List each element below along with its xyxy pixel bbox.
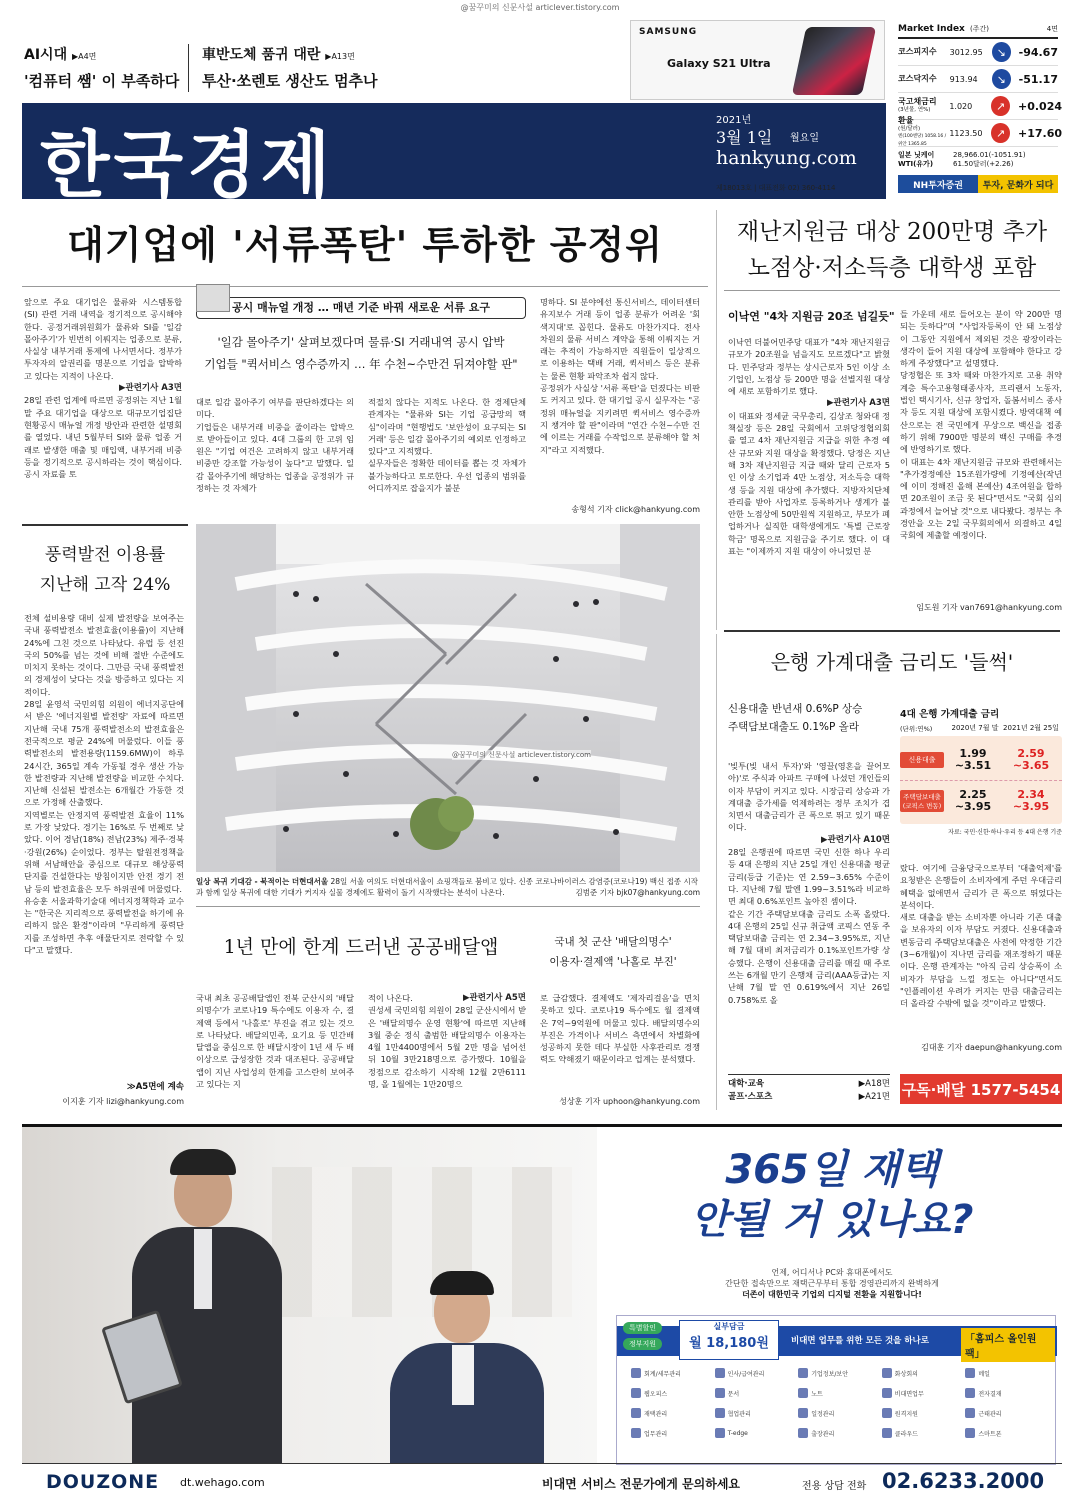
relief-quote: 이낙연 "4차 지원금 20조 넘길듯" xyxy=(728,310,895,323)
ad-footer-copy: 비대면 서비스 전문가에게 문의하세요 xyxy=(542,1477,741,1491)
index-item-education[interactable] xyxy=(728,1078,890,1091)
document-icon xyxy=(196,284,230,312)
ad-price-value: 월 18,180원 xyxy=(689,1336,769,1351)
ad-feature-label: 웹오피스 xyxy=(644,1390,668,1398)
lead-sub1: '일감 몰아주기' 살펴보겠다며 물류·SI 거래내역 공시 압박 xyxy=(217,335,505,349)
loan-col-b: 2021년 2월 25일 xyxy=(1003,724,1059,732)
relief-col1 xyxy=(728,336,890,614)
ad-feature-item xyxy=(798,1408,878,1418)
arrow-up-icon: ↗ xyxy=(991,123,1010,143)
market-row-extra: 엔(100엔당) 1058.16 / 위안 1365.85 xyxy=(898,134,947,147)
market-row-name-main: 환율 xyxy=(898,116,914,125)
lead-col1b-text: 28일 관련 업계에 따르면 공정위는 지난 1월 말 주요 대기업을 대상으로 대규모기업집단 현황공시 매뉴얼 개정 방안과 관련한 설명회를 열었다. 내년 5월부터 SI와 물류 업종 거래로 발생한 매출 및 매입액, 내부거래 비중 등을 정기적으로 공시하라는 것이 핵심이다. 공시 자료를 토 xyxy=(24,395,182,480)
ad-feature-label: 재택관리 xyxy=(644,1410,668,1418)
teaser-1-line1: AI시대 xyxy=(24,47,68,63)
ad-headline-1: 365일 재택 xyxy=(725,1147,939,1193)
loan-row-credit-b: 2.59 ~3.65 xyxy=(1012,747,1050,772)
loan-row-credit-label: 신용대출 xyxy=(900,752,944,768)
loan-row-mortgage-b: 2.34 ~3.95 xyxy=(1012,787,1050,813)
teaser-2[interactable] xyxy=(202,44,402,91)
ad-feature-label: 문서 xyxy=(727,1390,740,1398)
ad-copy-2: 간단한 접속만으로 재택근무부터 통합 경영관리까지 완벽하게 xyxy=(725,1279,939,1288)
ad-feature-item xyxy=(882,1428,962,1438)
loan-byline: 김대훈 기자 daepun@hankyung.com xyxy=(921,1043,1062,1052)
teaser-2-ref: ▶A13면 xyxy=(325,52,355,61)
ad-copy xyxy=(622,1267,1042,1300)
market-row-change: -51.17 xyxy=(1018,72,1058,86)
douzone-url[interactable]: dt.wehago.com xyxy=(180,1476,265,1489)
market-row-name-main: 코스피지수 xyxy=(898,47,937,56)
feature-icon xyxy=(798,1388,808,1398)
ad-phone-label: 전용 상담 전화 xyxy=(802,1481,867,1492)
index-education-label: 대학·교육 xyxy=(728,1079,765,1089)
ad-feature-label: 메일 xyxy=(978,1370,990,1378)
ad-feature-label: 비대면업무 xyxy=(894,1390,924,1398)
feature-icon xyxy=(631,1408,641,1418)
loan-table-source: 자료: 국민·신한·하나·우리 등 4대 은행 기준 xyxy=(948,829,1062,836)
ad-feature-label: 출장관리 xyxy=(811,1430,835,1438)
market-row xyxy=(898,93,1063,120)
ad-feature-item xyxy=(631,1388,711,1398)
ad-feature-item xyxy=(965,1368,1045,1378)
relief-byline: 임도원 기자 van7691@hankyung.com xyxy=(916,603,1062,612)
relief-headline[interactable] xyxy=(724,214,1060,286)
delivery-headline[interactable]: 1년 만에 한계 드러낸 공공배달앱 xyxy=(223,936,499,958)
arrow-up-icon: ↗ xyxy=(991,96,1010,116)
delivery-col2 xyxy=(368,992,526,1104)
delivery-kicker1: 국내 첫 군산 '배달의명수' xyxy=(554,936,672,948)
ad-feature-item xyxy=(798,1388,878,1398)
ad-feature-item xyxy=(715,1428,795,1438)
loan-subheads xyxy=(728,700,898,736)
ad-headline xyxy=(622,1145,1042,1245)
ad-headline-2: 안될 거 있나요? xyxy=(690,1197,974,1243)
market-row-name xyxy=(898,117,949,149)
market-row xyxy=(898,116,1063,147)
masthead-weekday: 월요일 xyxy=(790,133,819,144)
relief-col1-rel[interactable]: ▶관련기사 A3면 xyxy=(826,398,890,409)
ad-feature-label: 인사/급여관리 xyxy=(727,1370,765,1378)
phone-image xyxy=(792,27,876,95)
wind-byline: 이지훈 기자 lizi@hankyung.com xyxy=(62,1097,184,1106)
ad-feature-label: 전자결재 xyxy=(978,1390,1002,1398)
feature-icon xyxy=(715,1368,725,1378)
feature-icon xyxy=(715,1428,725,1438)
market-row-change: +17.60 xyxy=(1018,126,1063,140)
loan-rate-table xyxy=(900,706,1062,856)
samsung-product: Galaxy S21 Ultra xyxy=(667,57,771,70)
masthead-title: 한국경제 xyxy=(40,122,335,207)
loan-body1: '빚투(빚 내서 투자)'와 '영끌(영혼을 끌어모아)'로 주식과 아파트 구매에 나섰던 개인들의 이자 부담이 커지고 있다. 시장금리 상승과 가계대출 증가세를 억제하려는 정부 조치가 겹치면서 대출금리가 큰 폭으로 뛰고 있기 때문이다. xyxy=(728,761,890,833)
market-row xyxy=(898,66,1058,93)
person-right xyxy=(382,1277,552,1463)
market-row xyxy=(898,39,1058,66)
feature-icon xyxy=(882,1428,892,1438)
ad-feature-label: 기업정보/보안 xyxy=(811,1370,848,1378)
relief-headline-2: 노점상·저소득층 대학생 포함 xyxy=(747,255,1037,281)
loan-sub2: 주택담보대출도 0.1%P 올라 xyxy=(728,721,859,733)
ad-feature-label: 화상회의 xyxy=(894,1370,918,1378)
market-row-value: 1.020 xyxy=(949,101,973,111)
loan-body1-rel[interactable]: ▶관련기사 A10면 xyxy=(821,834,890,845)
lead-col2: 대로 일감 몰아주기 여부를 판단하겠다는 의미다. 기업들은 내부거래 비중을 줄이라는 압박으로 받아들이고 있다. 4대 그룹의 한 고위 임원은 "기업 여건은 고려하지 않고 내부거래 비중만 강조할 가능성이 높다"고 말했다. 일감 몰아주기에 해당하는 업종을 공정위가 규정하는 것 자체가 xyxy=(196,397,354,494)
samsung-ad[interactable] xyxy=(630,20,885,100)
feature-icon xyxy=(882,1408,892,1418)
feature-icon xyxy=(882,1388,892,1398)
loan-col2: 랐다. 여기에 금융당국으로부터 '대출억제'를 요청받은 은행들이 소비자에게 주던 우대금리 혜택을 없애면서 금리가 큰 폭으로 뛰었다는 분석이다. 새로 대출을 받는 소비자뿐 아니라 기존 대출을 보유자의 이자 부담도 커졌다. 신용대출과 변동금리 주택담보대출은 사전에 약정한 기간(3~6개월)이 지나면 금리를 재조정하기 때문이다. 은행 관계자는 "아직 금리 상승폭이 소비자가 부담을 느낄 정도는 아니다"면서도 "인플레이션 우려가 커지는 만큼 대출금리는 더 올라갈 수밖에 없을 것"이라고 말했다. xyxy=(900,863,1062,1009)
teaser-1[interactable] xyxy=(24,44,184,91)
ad-feature-grid xyxy=(631,1368,1045,1438)
delivery-col2-rel[interactable]: ▶관련기사 A5면 xyxy=(462,993,526,1003)
ad-feature-label: 회계/세무관리 xyxy=(644,1370,681,1378)
teaser-1-ref: ▶A4면 xyxy=(71,52,97,61)
delivery-col2-a: 적이 나온다. xyxy=(368,993,413,1003)
feature-icon xyxy=(965,1428,975,1438)
lead-kicker xyxy=(196,297,526,319)
nh-logo: NH투자증권 xyxy=(898,175,978,193)
ad-price xyxy=(679,1320,779,1360)
mall-photo-svg xyxy=(196,524,700,872)
wind-ref[interactable]: ≫A5면에 계속 xyxy=(126,1082,184,1092)
delivery-col3: 로 급감했다. 결제액도 '제자리걸음'을 면치 못하고 있다. 코로나19 특수에도 월 결제액은 7억~9억원에 머물고 있다. 배달의명수의 부진은 가격이나 서비스 측면에서 차별화에 성공하지 못한 데다 부실한 사후관리로 경쟁력도 약해졌기 때문이라고 업계는 분석했다. xyxy=(540,993,700,1065)
lead-col1 xyxy=(24,296,182,512)
index-golf-ref: ▶A21면 xyxy=(858,1092,890,1102)
ad-promo: 비대면 업무를 위한 모든 것을 하나로 xyxy=(791,1336,929,1346)
teaser-divider xyxy=(188,44,189,92)
market-row-name xyxy=(898,98,949,114)
loan-row-mortgage-a: 2.25 ~3.95 xyxy=(954,787,992,813)
ad-price-label: 실부담금 xyxy=(713,1322,745,1331)
ad-badge-1: 특별할인 xyxy=(623,1322,662,1334)
mall-photo[interactable] xyxy=(196,524,700,872)
watermark-top: @꿈꾸미의 신문사설 articlever.tistory.com xyxy=(460,3,620,12)
loan-headline[interactable]: 은행 가계대출 금리도 '들썩' xyxy=(770,650,1014,674)
loan-col-a: 2020년 7월 말 xyxy=(951,724,999,732)
douzone-ad[interactable] xyxy=(22,1124,1062,1504)
ad-feature-item xyxy=(715,1408,795,1418)
feature-icon xyxy=(631,1368,641,1378)
loan-sub1: 신용대출 반년새 0.6%P 상승 xyxy=(728,703,863,715)
loan-table-unit: (단위:연%) xyxy=(900,725,933,733)
loan-row-credit xyxy=(900,740,1062,780)
ad-feature-label: T-edge xyxy=(727,1429,748,1437)
delivery-col1: 국내 최초 공공배달앱인 전북 군산시의 '배달의명수'가 코로나19 특수에도 이용자 수, 결제액 등에서 '나홀로' 부진을 겪고 있는 것으로 나타났다. 배달의민족, 요기요 등 민간배달앱을 중심으로 한 배달시장이 1년 새 두 배 이상으로 급성장한 것과 대조된다. 공공배달앱이 지닌 사업성의 한계를 고스란히 보여주고 있다는 지 xyxy=(196,993,354,1090)
ad-badge-2: 정부지원 xyxy=(623,1338,662,1350)
feature-icon xyxy=(965,1388,975,1398)
arrow-down-icon: ↘ xyxy=(992,69,1011,89)
relief-col1b-text: 이 대표와 정세균 국무총리, 김상조 청와대 정책실장 등은 28일 국회에서 고위당정협의회를 열고 4차 재난지원금 지급을 위한 추경 예산 규모와 지원 대상을 확정했다. 당정은 지난해 3차 재난지원금 지급 때와 달리 근로자 5인 이상 소기업과 4만 노점상, 저소득층 대학생 등을 지원 대상에 추가했다. 지방자치단체 관리를 받아 사업자로 등록하거나 생계가 불안한 노점상에 50만원씩 지원하고, 부모가 폐업하거나 실직한 대학생에게도 '특별 근로장학금' 명목으로 지원금을 주기로 했다. 이 대표는 "이제까지 지원 대상이 아니었던 분 xyxy=(728,410,890,557)
ad-feature-item xyxy=(965,1408,1045,1418)
market-row-name xyxy=(898,48,950,56)
teaser-2-line2: 투산·쏘렌토 생산도 멈추나 xyxy=(202,72,378,90)
ad-photo xyxy=(22,1127,597,1463)
loan-col1 xyxy=(728,760,890,1070)
ad-copy-1: 언제, 어디서나 PC와 휴대폰에서도 xyxy=(771,1268,893,1277)
lead-kicker-text: 공시 매뉴얼 개정 … 매년 기준 바꿔 새로운 서류 요구 xyxy=(232,301,490,314)
ad-feature-label: 협업관리 xyxy=(727,1410,751,1418)
person-left xyxy=(122,1147,292,1463)
ad-feature-item xyxy=(965,1388,1045,1398)
ad-feature-item xyxy=(798,1368,878,1378)
nikkei-label: 일본 닛케이 xyxy=(898,151,935,159)
relief-col2: 들 가운데 새로 들어오는 분이 약 200만 명 되는 듯하다"며 "사업자등록이 안 돼 노점상이 그동안 지원에서 제외된 것은 광장이라는 생각이 들어 지원 대상에 포함해야 한다고 강하게 주장했다"고 설명했다. 당정협은 또 3차 때와 마찬가지로 고용 취약계층 특수고용형태종사자, 프리랜서 노동자, 법인 택시기사, 신규 창업자, 돌봄서비스 종사자 등도 지원 대상에 포함시켰다. 방역대책 예산으로는 전 국민에게 무상으로 백신을 접종하기 위해 7900만 명분의 백신 구매를 추경에 반영하기로 했다. 이 대표는 4차 재난지원금 규모와 관련해서는 "추가경정예산 15조원가량에 기정예산(작년에 이미 정해진 올해 본예산) 4조여원을 합하면 20조원이 조금 못 된다"면서도 "국회 심의 과정에서 늘어날 것"으로 내다봤다. 정부는 추경안을 오는 2일 국무회의에서 의결하고 4일 국회에 제출할 예정이다. xyxy=(900,309,1062,541)
market-row-name-main: 코스닥지수 xyxy=(898,74,937,83)
ad-feature-item xyxy=(631,1368,711,1378)
ad-feature-label: 근태관리 xyxy=(978,1410,1002,1418)
market-title: Market Index xyxy=(898,24,965,34)
photo-credit: 김범준 기자 bjk07@hankyung.com xyxy=(575,888,700,897)
feature-icon xyxy=(631,1388,641,1398)
ad-feature-item xyxy=(631,1428,711,1438)
market-page: 4면 xyxy=(1046,25,1058,33)
market-row-change: +0.024 xyxy=(1018,99,1063,113)
ad-copy-3: 더존이 대한민국 기업의 디지털 전환을 지원합니다! xyxy=(742,1290,922,1299)
market-row-value: 913.94 xyxy=(949,74,978,84)
feature-icon xyxy=(965,1368,975,1378)
index-education-ref: ▶A18면 xyxy=(858,1079,890,1089)
delivery-kicker2: 이용자·결제액 '나홀로 부진' xyxy=(549,956,677,968)
feature-icon xyxy=(882,1368,892,1378)
masthead-site[interactable]: hankyung.com xyxy=(716,147,857,169)
market-row-change: -94.67 xyxy=(1018,45,1058,59)
lead-col4: 명하다. SI 분야에선 통신서비스, 데이터센터 유지보수 거래 등이 업종 분류가 어려운 '회색지대'로 꼽힌다. 물류도 마찬가지다. 전사 차원의 물류 서비스 계약을 통해 이뤄지는 거래는 추적이 가능하지만 직원들이 일상적으로 이용하는 택배 거래, 퀵서비스 등은 분류는 물론 현황 파악조차 쉽지 않다. 공정위가 사실상 '서류 폭탄'을 던졌다는 비판도 커지고 있다. 한 대기업 공시 실무자는 "공정위 매뉴얼을 지키려면 퀵서비스 영수증까지 챙겨야 할 판"이라며 "연간 수천~수만 건에 이르는 거래를 수작업으로 분류해야 할 처지"라고 지적했다. xyxy=(540,297,700,455)
market-row-name xyxy=(898,75,950,83)
ad-product-name: 「홈피스 올인원팩」 xyxy=(961,1328,1055,1362)
lead-headline[interactable]: 대기업에 '서류폭탄' 투하한 공정위 xyxy=(67,223,663,267)
ad-feature-item xyxy=(882,1408,962,1418)
feature-icon xyxy=(631,1428,641,1438)
loan-table-title: 4대 은행 가계대출 금리 xyxy=(900,709,1000,720)
lead-col3: 적절치 않다는 지적도 나온다. 한 경제단체 관계자는 "물류와 SI는 기업 공급망의 핵심"이라며 "현행법도 '보안성이 요구되는 SI 거래' 등은 일감 몰아주기의 예외로 인정하고 있다"고 지적했다. 실무자들은 정확한 데이터를 뽑는 것 자체가 불가능하다고 토로한다. 우선 업종의 범위를 어디까지로 잡을지가 불분 xyxy=(368,397,526,494)
loan-row-mortgage xyxy=(900,780,1062,820)
ad-feature-item xyxy=(882,1368,962,1378)
ad-feature-item xyxy=(882,1388,962,1398)
feature-icon xyxy=(715,1388,725,1398)
market-sub: (주간) xyxy=(969,25,989,33)
loan-row-mortgage-label: 주택담보대출 (코픽스 변동) xyxy=(900,790,944,812)
index-item-golf[interactable] xyxy=(728,1091,890,1104)
market-index xyxy=(898,16,1063,202)
delivery-kickers xyxy=(526,932,700,972)
masthead-year: 2021년 xyxy=(716,115,752,126)
ad-feature-label: 클라우드 xyxy=(894,1430,918,1438)
feature-icon xyxy=(798,1368,808,1378)
ad-feature-item xyxy=(715,1368,795,1378)
market-row-name-sub: (원/달러) xyxy=(898,126,921,132)
loan-row-credit-a: 1.99 ~3.51 xyxy=(954,747,992,772)
ad-feature-label: 일정관리 xyxy=(811,1410,835,1418)
photo-caption xyxy=(196,876,700,898)
ad-feature-label: 노트 xyxy=(811,1390,823,1398)
teaser-2-line1: 車반도체 품귀 대란 xyxy=(202,47,321,63)
ad-phone[interactable]: 02.6233.2000 xyxy=(882,1469,1045,1493)
ad-feature-label: 스마트폰 xyxy=(978,1430,1002,1438)
market-row-name-main: 국고채금리 xyxy=(898,97,937,106)
nh-sponsor[interactable] xyxy=(898,175,1058,193)
nikkei-value: 28,966.01(-1051.91) xyxy=(953,151,1026,159)
feature-icon xyxy=(798,1428,808,1438)
ad-feature-item xyxy=(631,1408,711,1418)
masthead-issue: 제18013호 | 대표전화 02) 360-4114 xyxy=(716,184,836,192)
ad-feature-item xyxy=(965,1428,1045,1438)
feature-icon xyxy=(798,1408,808,1418)
ad-feature-label: 업무관리 xyxy=(644,1430,668,1438)
teaser-1-line2: '컴퓨터 쌤' 이 부족하다 xyxy=(24,72,180,90)
subscribe-banner[interactable]: 구독·배달 1577-5454 xyxy=(900,1074,1062,1104)
wind-headline[interactable] xyxy=(22,540,188,600)
delivery-col2-text: 권성세 국민의힘 의원이 28일 군산시에서 받은 '배달의명수 운영 현황'에 따르면 지난해 3월 중순 정식 출범한 배달의명수 이용자는 4월 1만4400명에서 5월 2만 명을 넘어선 뒤 10월 3만218명으로 증가했다. 10월을 정점으로 감소하기 시작해 12월 2만6111명, 올 1월에는 1만20명으 xyxy=(368,1005,526,1090)
relief-col1-text: 이낙연 더불어민주당 대표가 "4차 재난지원금 규모가 20조원을 넘을지도 모르겠다"고 밝혔다. 민주당과 정부는 상시근로자 5인 이상 소기업인, 노점상 등 200만 명을 선별지원 대상에 새로 포함하기로 했다. xyxy=(728,337,890,397)
lead-byline: 송형석 기자 click@hankyung.com xyxy=(571,505,700,514)
loan-body1b: 28일 은행권에 따르면 국민 신한 하나 우리 등 4대 은행의 지난 25일 개인 신용대출 평균 금리(등급 기준)는 연 2.59~3.65% 수준이다. 지난해 7월 말엔 1.99~3.51%라 비교하면 최대 0.6%포인트 높아진 셈이다. 같은 기간 주택담보대출 금리도 소폭 올랐다. 4대 은행의 25일 신규 취급액 코픽스 연동 주택담보대출 금리는 연 2.34~3.95%로, 지난해 7월 대비 최저금리가 0.1%포인트가량 상승했다. 은행이 신용대출 금리를 매길 때 주로 쓰는 6개월 만기 은행채 금리(AAA등급)는 지난해 7월 말 연 0.619%에서 지난 26일 0.758%로 올 xyxy=(728,847,890,1005)
douzone-logo[interactable]: DOUZONE xyxy=(46,1471,160,1493)
market-row-value: 3012.95 xyxy=(949,47,983,57)
relief-headline-1: 재난지원금 대상 200만명 추가 xyxy=(736,219,1048,245)
wind-headline-1: 풍력발전 이용률 xyxy=(44,545,166,565)
samsung-brand: SAMSUNG xyxy=(639,27,698,37)
market-row-name-sub: (3년물, 연%) xyxy=(898,107,931,113)
watermark-mid: @꿈꾸미의 신문사설 articlever.tistory.com xyxy=(452,751,591,759)
feature-icon xyxy=(715,1408,725,1418)
ad-feature-item xyxy=(715,1388,795,1398)
masthead-date: 3월 1일 xyxy=(716,128,773,147)
delivery-byline: 성상훈 기자 uphoon@hankyung.com xyxy=(559,1097,700,1106)
index-golf-label: 골프·스포츠 xyxy=(728,1092,773,1102)
nh-slogan: 투자, 문화가 되다 xyxy=(978,175,1058,193)
ad-feature-label: 원격지원 xyxy=(894,1410,918,1418)
feature-icon xyxy=(965,1408,975,1418)
wti-label: WTI(유가) xyxy=(898,160,934,168)
photo-caption-title: 일상 복귀 기대감 - 북적이는 더현대서울 xyxy=(196,877,329,886)
arrow-down-icon: ↘ xyxy=(992,42,1011,62)
wind-headline-2: 지난해 고작 24% xyxy=(39,575,171,595)
lead-col1-rel[interactable]: ▶관련기사 A3면 xyxy=(118,383,182,394)
ad-feature-item xyxy=(798,1428,878,1438)
section-index xyxy=(728,1074,890,1104)
ad-product-box[interactable] xyxy=(616,1315,1056,1465)
lead-sub2: 기업들 "퀵서비스 영수증까지 … 年 수천~수만건 뒤져야할 판" xyxy=(204,357,518,371)
wind-body: 전체 설비용량 대비 실제 발전량을 보여주는 국내 풍력발전소 발전효율(이용률)이 지난해 24%에 그친 것으로 나타났다. 유럽 등 선진국의 50%를 넘는 것에 비해 절반 수준에도 미치지 못하는 것이다. 그만큼 국내 풍력발전의 경제성이 낮다는 것을 방증하고 있다는 지적이다. 28일 윤영석 국민의힘 의원이 에너지공단에서 받은 '에너지원별 발전량' 자료에 따르면 지난해 국내 75개 풍력발전소의 발전효율은 전국적으로 평균 24%에 머물렀다. 이들 풍력발전소의 발전용량(1159.6MW)이 하루 24시간, 365일 계속 가동될 경우 생산 가능한 발전량과 지난해 발전량을 비교한 수치다. 지난해 신설된 발전소는 6개월간 가동한 것으로 가정해 산출했다. 지역별로는 안정지역 풍력발전 효율이 11%로 가장 낮았다. 경기는 16%로 두 번째로 낮았다. 이어 경남(18%) 전남(23%) 제주·경북·강원(26%) 순이었다. 정부는 탈원전정책을 위해 서남해안을 중심으로 대규모 해상풍력단지를 건설한다는 방침이지만 안전 경기 전남 등의 발전효율은 모두 하위권에 머물렀다. 유승훈 서울과학기술대 에너지정책학과 교수는 "한국은 지리적으로 풍력발전을 하기에 유리하지 않은 환경"이라며 "무리하게 풍력단지를 조성하면 추후 애물단지로 전락할 수 있다"고 말했다. xyxy=(24,613,184,956)
wti-value: 61.50달러(+2.26) xyxy=(953,160,1014,168)
market-row-value: 1123.50 xyxy=(949,128,983,138)
lead-subheads xyxy=(196,331,526,375)
photo-caption-text: 28일 서울 여의도 더현대서울이 쇼핑객들로 붐비고 있다. 신종 코로나바이러스 감염증(코로나19) 백신 접종 시작과 함께 일상 복귀에 대한 기대가 커지자 실물 경제에도 활력이 돌기 시작했다는 분석이 나온다. xyxy=(196,877,698,897)
lead-col1-text: 앞으로 주요 대기업은 물류와 시스템통합(SI) 관련 거래 내역을 정기적으로 공시해야 한다. 공정거래위원회가 물류와 SI를 '일감 몰아주기'가 빈번히 이뤄지는 업종으로 분류, 사실상 내부거래 통제에 나서면서다. 정부가 투자자의 알권리를 명분으로 기업을 압박하고 있다는 지적이 나온다. xyxy=(24,297,182,381)
